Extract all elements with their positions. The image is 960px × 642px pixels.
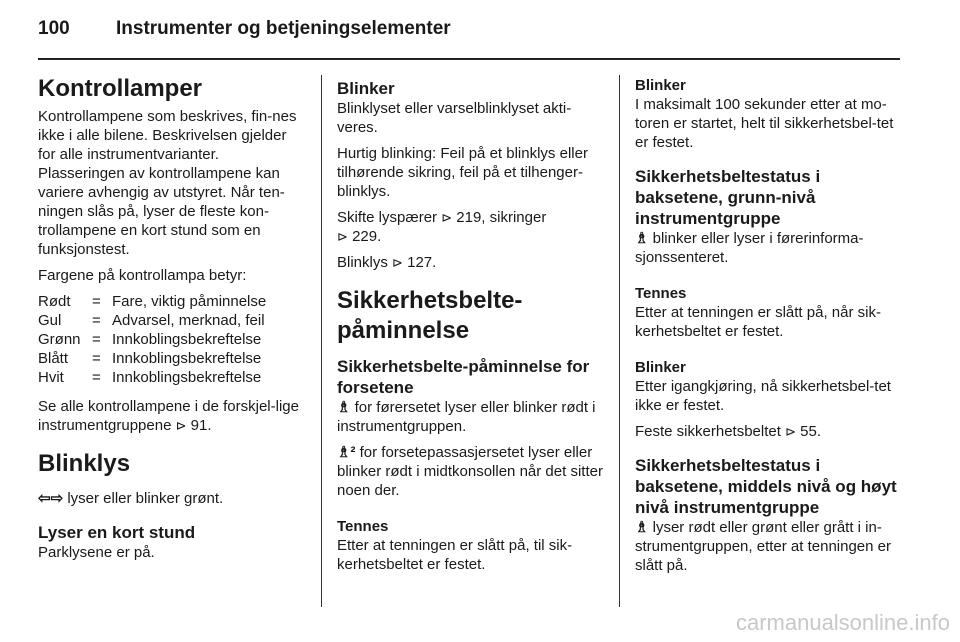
heading-blinker: Blinker [337, 79, 395, 98]
color-meaning: Fare, viktig påminnelse [112, 293, 267, 310]
table-row [38, 311, 266, 330]
color-meaning: Innkoblingsbekreftelse [112, 331, 262, 348]
color-name: Grønn [38, 331, 81, 348]
paragraph: Etter at tenningen er slått på, når sik-kerhetsbeltet er festet. [635, 304, 881, 340]
heading-blinker: Blinker [635, 359, 686, 376]
color-name: Gul [38, 312, 62, 329]
paragraph-text: lyser rødt eller grønt eller grått i in-strumentgruppen, etter at tenningen er slått på. [635, 519, 891, 574]
paragraph: Fargene på kontrollampa betyr: [38, 267, 247, 284]
seatbelt-passenger-icon: ♗² [337, 444, 356, 461]
page-number: 100 [38, 18, 70, 39]
color-name: Hvit [38, 369, 64, 386]
heading-sikkerhetsbelte [337, 286, 607, 346]
heading-kontrollamper: Kontrollamper [38, 75, 203, 102]
equals-sign: = [92, 369, 101, 386]
heading-blinker: Blinker [635, 77, 686, 94]
paragraph-text: Feste sikkerhetsbeltet [635, 423, 781, 440]
heading-line: Sikkerhetsbelte- [337, 287, 523, 314]
equals-sign: = [92, 350, 101, 367]
page-title: Instrumenter og betjeningselementer [116, 18, 451, 39]
color-name: Blått [38, 350, 69, 367]
heading-tennes: Tennes [635, 285, 687, 302]
heading-status-middels: Sikkerhetsbeltestatus i baksetene, middels nivå og høyt nivå instrumentgruppe [635, 456, 897, 517]
paragraph [635, 422, 903, 441]
paragraph-text: Blinklys [337, 254, 388, 271]
watermark: carmanualsonline.info [735, 610, 950, 635]
page-ref-icon: ⊳ [441, 210, 453, 225]
paragraph [635, 229, 903, 267]
page-ref-icon: ⊳ [785, 424, 796, 439]
paragraph: Blinklyset eller varselblinklyset akti-veres. [337, 100, 572, 136]
color-name: Rødt [38, 293, 71, 310]
column-2 [337, 70, 607, 581]
paragraph: Etter igangkjøring, nå sikkerhetsbel-tet ikke er festet. [635, 378, 891, 414]
heading-status-grunn: Sikkerhetsbeltestatus i baksetene, grunn-nivå instrumentgruppe [635, 167, 821, 228]
color-meaning: Advarsel, merknad, feil [112, 312, 265, 329]
equals-sign: = [92, 312, 101, 329]
heading-line: påminnelse [337, 317, 470, 344]
paragraph: Kontrollampene som beskrives, fin-nes ikke i alle bilene. Beskrivelsen gjelder for alle instrumentvarianter. Plasseringen av kontrollampene kan variere avhengig av utstyret. Når ten-ningen slås på, lyser de fleste kon-trollampene en kort stund som en funksjonstest. [38, 108, 297, 258]
page-ref-link[interactable]: 127. [407, 254, 437, 271]
paragraph-text: for førersetet lyser eller blinker rødt i instrumentgruppen. [337, 399, 596, 435]
page-header [38, 18, 451, 40]
seatbelt-icon: ♗ [635, 519, 649, 536]
table-row [38, 368, 266, 387]
page-ref-link[interactable]: 219, sikringer [456, 209, 547, 226]
heading-blinklys: Blinklys [38, 450, 131, 477]
paragraph-text: lyser eller blinker grønt. [67, 490, 224, 507]
page-ref-icon: ⊳ [392, 255, 403, 270]
seatbelt-icon: ♗ [635, 230, 649, 247]
column-3 [635, 70, 903, 582]
color-meaning: Innkoblingsbekreftelse [112, 350, 262, 367]
paragraph [38, 397, 308, 435]
color-meaning: Innkoblingsbekreftelse [112, 369, 262, 386]
page-ref-link[interactable]: 91. [190, 417, 212, 434]
paragraph-text: blinker eller lyser i førerinforma-sjonssenteret. [635, 230, 864, 266]
turn-signal-icon: ⇦⇨ [38, 490, 64, 507]
subheading-forsetene: Sikkerhetsbelte-påminnelse for forsetene [337, 357, 590, 397]
table-row [38, 349, 266, 368]
paragraph [38, 489, 308, 508]
paragraph [337, 398, 607, 436]
heading-lyser-kort: Lyser en kort stund [38, 523, 196, 542]
page-ref-link[interactable]: 55. [800, 423, 822, 440]
paragraph [635, 518, 903, 575]
table-row [38, 292, 266, 311]
paragraph [337, 208, 607, 246]
column-divider [619, 75, 620, 607]
table-row [38, 330, 266, 349]
paragraph: I maksimalt 100 sekunder etter at mo-toren er startet, helt til sikkerhetsbel-tet er festet. [635, 96, 894, 151]
paragraph: Hurtig blinking: Feil på et blinklys eller tilhørende sikring, feil på et tilhenger-blinklys. [337, 145, 588, 200]
paragraph [337, 443, 607, 500]
heading-tennes: Tennes [337, 518, 389, 535]
equals-sign: = [92, 331, 101, 348]
paragraph: Etter at tenningen er slått på, til sik-kerhetsbeltet er festet. [337, 537, 573, 573]
paragraph-text: Skifte lyspærer [337, 209, 438, 226]
column-1 [38, 70, 308, 569]
header-rule [38, 58, 900, 60]
equals-sign: = [92, 293, 101, 310]
paragraph-text: for forsetepassasjersetet lyser eller blinker rødt i midtkonsollen når det sitter noen der. [337, 444, 603, 499]
seatbelt-icon: ♗ [337, 399, 351, 416]
page-ref-icon: ⊳ [175, 418, 187, 433]
paragraph [337, 253, 607, 272]
color-table [38, 292, 266, 387]
paragraph: Parklysene er på. [38, 544, 155, 561]
page-ref-icon: ⊳ [337, 229, 348, 244]
paragraph-text: Se alle kontrollampene i de forskjel-lige instrumentgruppene [38, 398, 299, 434]
column-divider [321, 75, 322, 607]
page-ref-link[interactable]: 229. [352, 228, 382, 245]
